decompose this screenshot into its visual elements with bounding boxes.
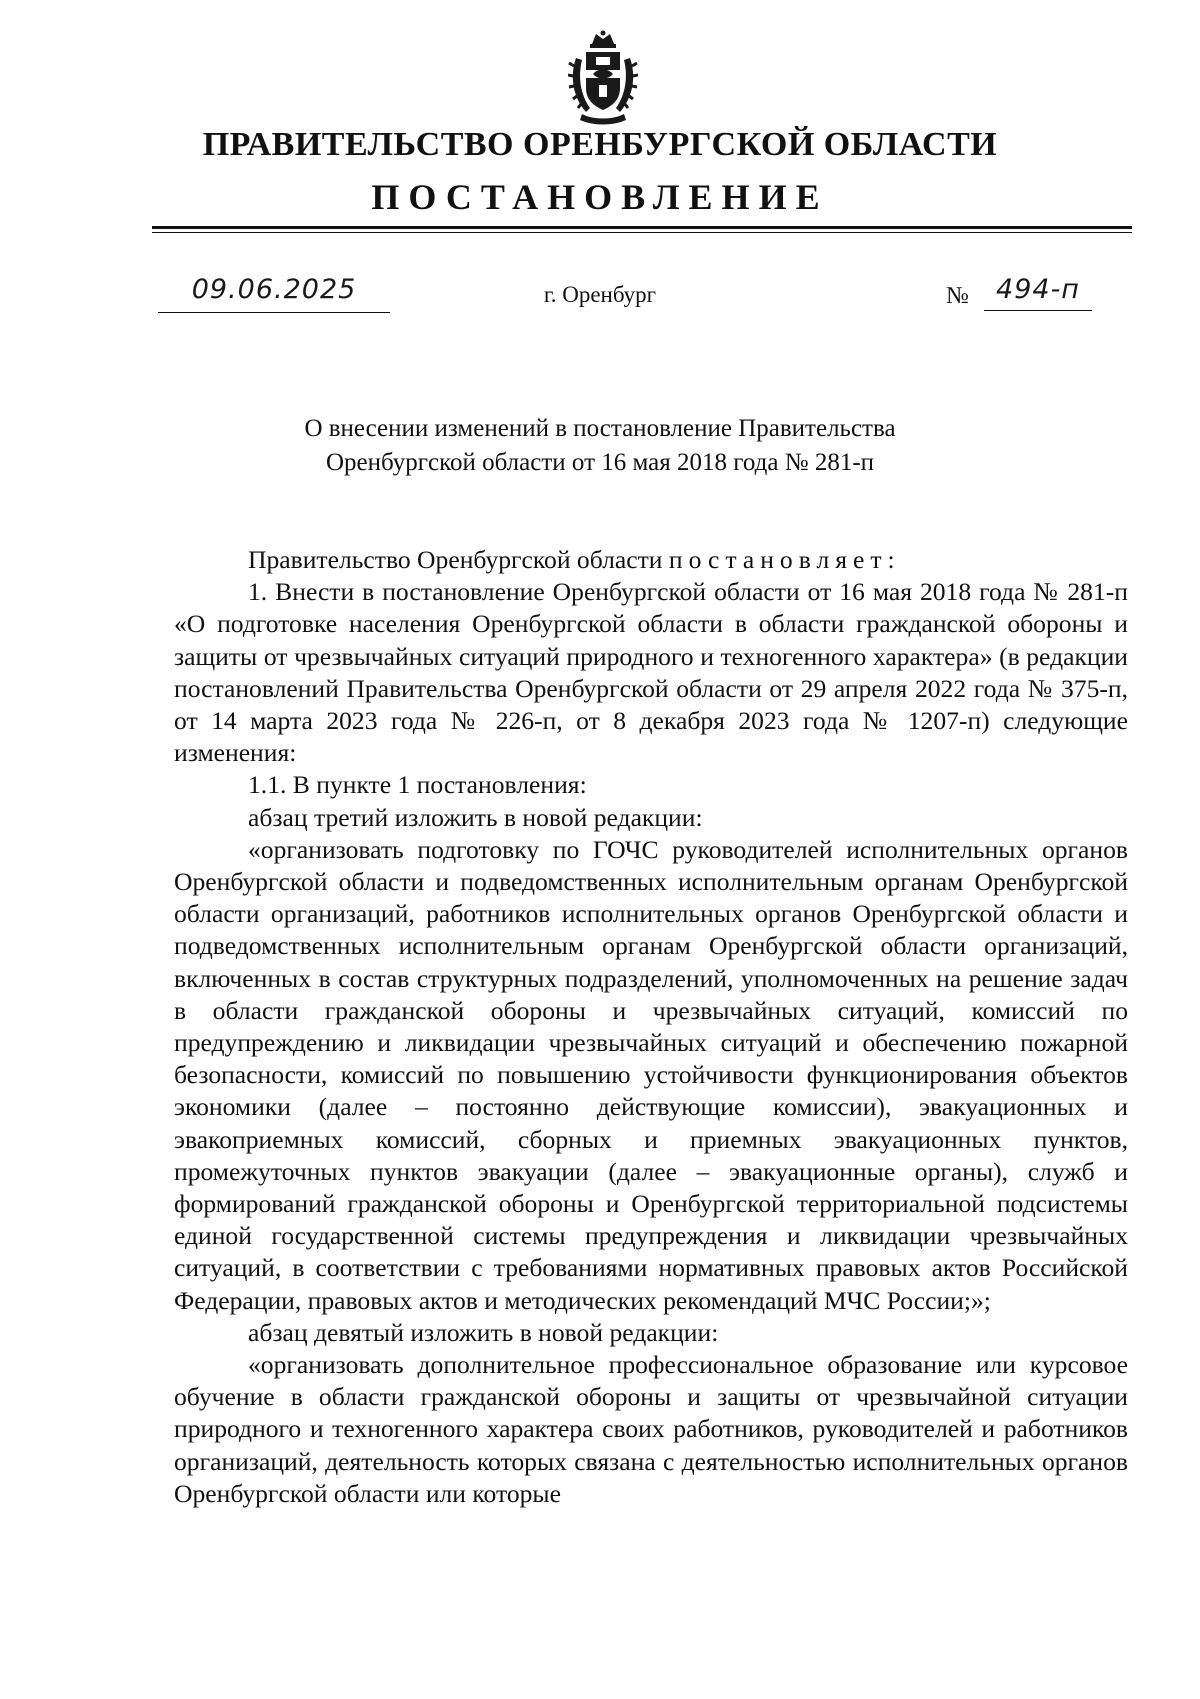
subject-line: Оренбургской области от 16 мая 2018 года № 281-п xyxy=(325,449,875,476)
body-paragraph: 1. Внести в постановление Оренбургской области от 16 мая 2018 года № 281-п «О подготовке населения Оренбургской области в области гражданской обороны и защиты от чрезвычайных ситуаций природного и техногенного характера» (в редакции постановлений Правительства Оренбургской области от 29 апреля 2022 года № 375-п, от 14 марта 2023 года № 226-п, от 8 декабря 2023 года № 1207-п) следующие изменения: xyxy=(174,577,1128,768)
intro-resolves: постановляет: xyxy=(668,545,901,574)
document-number-label: № xyxy=(946,283,969,309)
body-paragraph: «организовать подготовку по ГОЧС руководителей исполнительных органов Оренбургской области и подведомственных исполнительным органам Оренбургской области организаций, работников исполнительных органов Оренбургской области и подведомственных исполнительным органам Оренбургской области организаций, включенных в состав структурных подразделений, уполномоченных на решение задач в области гражданской обороны и чрезвычайных ситуаций, комиссий по предупреждению и ликвидации чрезвычайных ситуаций и обеспечению пожарной безопасности, комиссий по повышению устойчивости функционирования объектов экономики (далее – постоянно действующие комиссии), эвакуационных и эвакоприемных комиссий, сборных и приемных эвакуационных пунктов, промежуточных пунктов эвакуации (далее – эвакуационные органы), служб и формирований гражданской обороны и Оренбургской территориальной подсистемы единой государственной системы предупреждения и ликвидации чрезвычайных ситуаций, в соответствии с требованиями нормативных правовых актов Российской Федерации, правовых актов и методических рекомендаций МЧС России;»; xyxy=(174,834,1128,1315)
header-divider-thin xyxy=(152,232,1132,233)
body-paragraph: «организовать дополнительное профессиональное образование или курсовое обучение в области гражданской обороны и защиты от чрезвычайной ситуации природного и техногенного характера своих работников, руководителей и работников организаций, деятельность которых связана с деятельностью исполнительных органов Оренбургской области или которые xyxy=(174,1350,1128,1508)
body-paragraph: 1.1. В пункте 1 постановления: xyxy=(248,770,587,800)
body-paragraph-intro xyxy=(174,544,1128,576)
organization-title: ПРАВИТЕЛЬСТВО ОРЕНБУРГСКОЙ ОБЛАСТИ xyxy=(202,126,998,163)
document-type-heading: ПОСТАНОВЛЕНИЕ xyxy=(371,177,829,217)
header-divider-thick xyxy=(152,226,1132,229)
intro-text: Правительство Оренбургской области xyxy=(248,545,669,574)
document-body xyxy=(174,544,1128,1510)
body-paragraph: абзац третий изложить в новой редакции: xyxy=(248,802,703,832)
subject-line: О внесении изменений в постановление Правительства xyxy=(304,415,896,442)
document-city: г. Оренбург xyxy=(543,282,657,307)
body-paragraph: абзац девятый изложить в новой редакции: xyxy=(248,1317,719,1347)
document-number-field xyxy=(946,274,1096,312)
oblast-coat-of-arms-icon xyxy=(568,30,638,126)
document-number: 494-п xyxy=(984,274,1092,311)
document-subject xyxy=(0,412,1200,480)
document-date: 09.06.2025 xyxy=(191,274,357,305)
